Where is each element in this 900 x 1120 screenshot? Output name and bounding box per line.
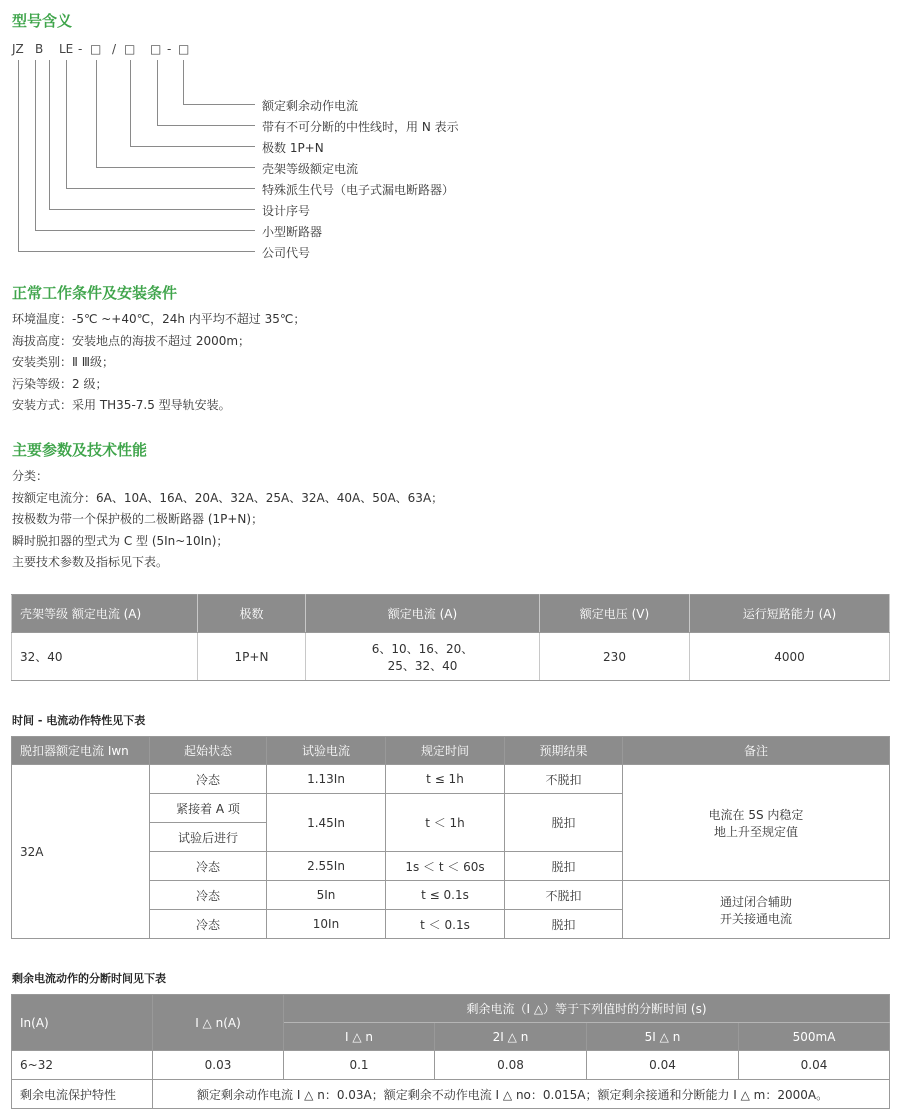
tc-header-test-current: 试验电流: [267, 737, 386, 765]
conditions-list: [12, 309, 305, 417]
param-trip-type: 瞬时脱扣器的型式为 C 型 (5In~10In)；: [12, 533, 229, 548]
tc-cell-note-2: [623, 881, 890, 939]
tc-cell-state: 冷态: [150, 910, 267, 939]
tc-header-state: 起始状态: [150, 737, 267, 765]
code-b: B: [35, 42, 44, 56]
spec-header-frame: 壳架等级 额定电流 (A): [12, 595, 198, 633]
residual-cell-in: 6~32: [12, 1051, 153, 1080]
residual-protection-text: 额定剩余动作电流 I △ n：0.03A；额定剩余不动作电流 I △ no：0.015A；额定剩余接通和分断能力 I △ m：2000A。: [153, 1080, 890, 1109]
section-title-model: 型号含义: [12, 12, 73, 30]
tc-cell-test-current: 1.13In: [267, 765, 386, 794]
residual-subheader-1x: I △ n: [284, 1023, 435, 1051]
condition-temperature: 环境温度：-5℃ ~+40℃，24h 内平均不超过 35℃；: [12, 312, 306, 326]
residual-protection-label: 剩余电流保护特性: [12, 1080, 153, 1109]
code-box4: □: [178, 42, 190, 56]
code-box2: □: [124, 42, 136, 56]
table-row: [12, 765, 890, 794]
model-item-neutral: 带有不可分断的中性线时，用 N 表示: [262, 120, 459, 134]
param-poles: 按极数为带一个保护极的二极断路器 (1P+N)；: [12, 512, 264, 526]
spec-cell-voltage: 230: [540, 633, 690, 681]
spec-header-breaking: 运行短路能力 (A): [690, 595, 890, 633]
tc-cell-note-1: [623, 765, 890, 881]
spec-header-voltage: 额定电压 (V): [540, 595, 690, 633]
residual-title: 剩余电流动作的分断时间见下表: [12, 972, 166, 985]
tc-note-2-line1: 通过闭合辅助: [719, 894, 792, 909]
tc-note-1-line2: 地上升至规定值: [713, 824, 798, 839]
tc-cell-result: 不脱扣: [505, 765, 623, 794]
tc-cell-state: 紧接着 A 项: [150, 794, 267, 823]
code-slash: /: [112, 42, 117, 56]
residual-table: [11, 994, 890, 1109]
spec-cell-frame: 32、40: [12, 633, 198, 681]
condition-altitude: 海拔高度：安装地点的海拔不超过 2000m；: [12, 333, 251, 348]
tc-cell-result: 脱扣: [505, 852, 623, 881]
model-item-frame-current: 壳架等级额定电流: [262, 162, 359, 176]
code-box1: □: [90, 42, 102, 56]
tc-cell-result: 脱扣: [505, 794, 623, 852]
model-item-mcb: 小型断路器: [262, 225, 323, 239]
tc-note-1-line1: 电流在 5S 内稳定: [708, 807, 804, 822]
table-row: [12, 1080, 890, 1109]
tc-cell-result: 脱扣: [505, 910, 623, 939]
time-current-title: 时间 - 电流动作特性见下表: [12, 714, 146, 727]
spec-header-rated-current: 额定电流 (A): [306, 595, 540, 633]
code-jz: JZ: [12, 42, 24, 56]
residual-subheader-5x: 5I △ n: [587, 1023, 739, 1051]
tc-cell-time: t ＜ 1h: [386, 794, 505, 852]
tc-cell-test-current: 5In: [267, 881, 386, 910]
spec-table: [11, 594, 890, 681]
param-classification: 分类：: [12, 469, 49, 483]
condition-install-category: 安装类别：Ⅱ Ⅲ级；: [12, 355, 114, 369]
condition-pollution: 污染等级：2 级；: [12, 376, 108, 391]
spec-table-header: [12, 595, 890, 633]
params-list: [12, 466, 443, 574]
residual-header-idn: I △ n(A): [153, 995, 284, 1051]
tc-cell-test-current: 1.45In: [267, 794, 386, 852]
residual-cell-2x: 0.08: [435, 1051, 587, 1080]
tc-cell-time: t ＜ 0.1s: [386, 910, 505, 939]
tc-cell-result: 不脱扣: [505, 881, 623, 910]
section-title-params: 主要参数及技术性能: [12, 441, 148, 459]
tc-cell-time: t ≤ 1h: [386, 765, 505, 794]
tc-cell-current: 32A: [12, 765, 150, 939]
section-title-conditions: 正常工作条件及安装条件: [12, 284, 178, 302]
spec-table-row: [12, 633, 890, 681]
tc-note-2-line2: 开关接通电流: [719, 911, 792, 926]
time-current-header: [12, 737, 890, 765]
model-item-company: 公司代号: [262, 246, 311, 260]
tc-cell-state: 冷态: [150, 765, 267, 794]
tc-cell-state: 冷态: [150, 852, 267, 881]
spec-cell-poles: 1P+N: [198, 633, 306, 681]
residual-cell-1x: 0.1: [284, 1051, 435, 1080]
tc-header-note: 备注: [623, 737, 890, 765]
tc-header-time: 规定时间: [386, 737, 505, 765]
tc-cell-state: 试验后进行: [150, 823, 267, 852]
time-current-table: [11, 736, 890, 939]
code-box3: □: [150, 42, 162, 56]
spec-header-poles: 极数: [198, 595, 306, 633]
tc-cell-time: 1s ＜ t ＜ 60s: [386, 852, 505, 881]
param-rated-current: 按额定电流分：6A、10A、16A、20A、32A、25A、32A、40A、50A、63A；: [12, 490, 444, 505]
tc-cell-test-current: 10In: [267, 910, 386, 939]
tc-header-rated: 脱扣器额定电流 Iwn: [12, 737, 150, 765]
residual-cell-500ma: 0.04: [739, 1051, 890, 1080]
model-item-poles: 极数 1P+N: [262, 141, 324, 155]
model-item-residual-current: 额定剩余动作电流: [262, 99, 359, 113]
residual-cell-5x: 0.04: [587, 1051, 739, 1080]
model-item-derivative: 特殊派生代号（电子式漏电断路器）: [262, 183, 455, 197]
residual-header-row-1: [12, 995, 890, 1023]
tc-header-result: 预期结果: [505, 737, 623, 765]
tc-cell-time: t ≤ 0.1s: [386, 881, 505, 910]
spec-cell-rated-current-line1: 6、10、16、20、: [371, 641, 474, 656]
param-see-table: 主要技术参数及指标见下表。: [12, 555, 169, 569]
condition-mounting: 安装方式：采用 TH35-7.5 型导轨安装。: [12, 398, 231, 412]
residual-subheader-2x: 2I △ n: [435, 1023, 587, 1051]
spec-cell-breaking: 4000: [690, 633, 890, 681]
tc-cell-test-current: 2.55In: [267, 852, 386, 881]
tc-cell-state: 冷态: [150, 881, 267, 910]
code-le: LE: [59, 42, 74, 56]
model-item-design-no: 设计序号: [262, 204, 311, 218]
residual-header-in: In(A): [12, 995, 153, 1051]
spec-cell-rated-current-line2: 25、32、40: [387, 658, 458, 673]
table-row: [12, 1051, 890, 1080]
residual-cell-idn: 0.03: [153, 1051, 284, 1080]
code-dash1: -: [78, 42, 83, 56]
code-dash2: -: [167, 42, 172, 56]
residual-subheader-500ma: 500mA: [739, 1023, 890, 1051]
residual-header-group: 剩余电流（I △）等于下列值时的分断时间 (s): [284, 995, 890, 1023]
spec-cell-rated-current: [306, 633, 540, 681]
